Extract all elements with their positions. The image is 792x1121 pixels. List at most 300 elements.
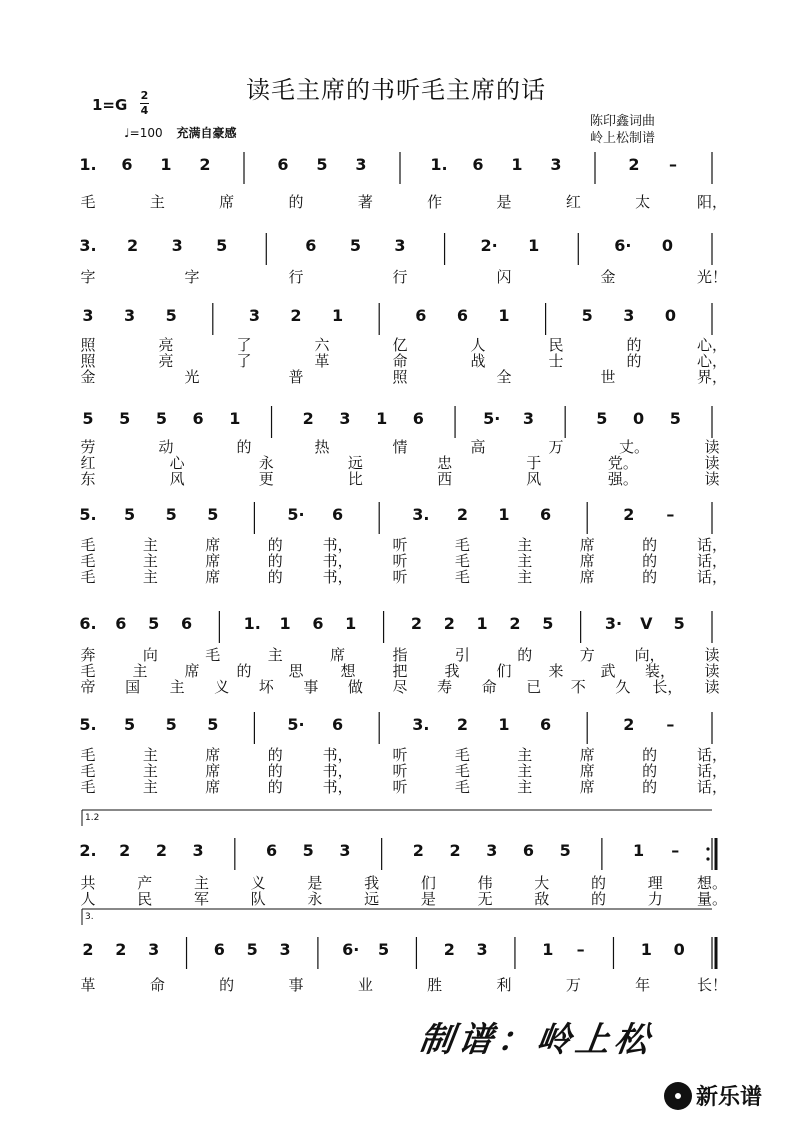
lyric-char: 指	[392, 646, 408, 664]
note: –	[576, 940, 585, 959]
lyric-char: 了	[236, 336, 252, 354]
lyric-char: 心，	[696, 336, 728, 354]
note: 6	[265, 841, 278, 860]
lyric-char: 向	[142, 646, 158, 664]
lyric-char: 装，	[644, 662, 676, 680]
lyric-char: 风	[526, 470, 542, 488]
lyric-char: 们	[420, 874, 436, 892]
note: 5.	[79, 505, 97, 524]
lyric-char: 命	[392, 352, 408, 370]
note: 3	[355, 155, 367, 174]
note: 2.	[79, 841, 97, 860]
lyric-char: 的	[642, 746, 658, 764]
lyric-char: 席	[205, 762, 221, 780]
lyric-char: 的	[591, 874, 607, 892]
note: 5	[559, 841, 571, 860]
lyric-char: 更	[258, 470, 274, 488]
lyric-char: 帝	[80, 678, 96, 696]
note: 1.	[430, 155, 448, 174]
lyric-char: 来	[548, 662, 564, 680]
lyric-char: 字	[184, 268, 200, 286]
logo-text: 新乐谱	[696, 1085, 763, 1110]
lyric-char: 我	[444, 662, 460, 680]
lyric-char: 闪	[496, 268, 512, 286]
lyric-char: 毛	[80, 746, 96, 764]
lyric-char: 席	[205, 746, 221, 764]
lyric-char: 的	[517, 646, 533, 664]
note: 5·	[483, 409, 501, 428]
note: 6	[213, 940, 225, 959]
note: 2	[628, 155, 640, 174]
note: 6	[412, 409, 424, 428]
note: 1	[476, 614, 488, 633]
lyric-char: 席	[205, 568, 221, 586]
note: 5	[378, 940, 390, 959]
lyric-char: 的	[267, 746, 283, 764]
note: 5	[302, 841, 314, 860]
note: 6	[332, 505, 344, 524]
lyric-char: 长，	[652, 678, 683, 696]
note: 2	[623, 505, 635, 524]
lyric-char: 毛	[454, 778, 470, 796]
lyric-char: 席	[184, 662, 200, 680]
note: –	[669, 155, 677, 174]
lyric-char: 的	[267, 536, 283, 554]
lyric-char: 劳	[80, 438, 96, 456]
lyric-char: 读	[704, 662, 720, 680]
note: 2	[410, 614, 422, 633]
note: 2	[199, 155, 211, 174]
lyric-char: 红	[565, 193, 581, 211]
lyric-char: 主	[267, 646, 283, 664]
lyric-char: 寿	[437, 678, 453, 696]
lyric-char: 主	[142, 778, 158, 796]
lyric-char: 毛	[454, 568, 470, 586]
note: V	[640, 614, 653, 633]
lyric-char: 书，	[322, 568, 353, 586]
note: 3	[124, 306, 136, 325]
note: 2	[82, 940, 94, 959]
lyric-char: 引	[454, 646, 470, 664]
note: 1	[498, 505, 510, 524]
expression-mark: 充满自豪感	[176, 126, 237, 140]
lyric-char: 军	[193, 890, 209, 908]
lyric-char: 书，	[322, 746, 353, 764]
note: 6	[312, 614, 324, 633]
lyric-char: 民	[548, 336, 564, 354]
lyric-char: 忠	[437, 454, 453, 472]
note: 5	[596, 409, 608, 428]
lyric-char: 胜	[427, 976, 443, 994]
note: 3	[82, 306, 94, 325]
note: 2	[302, 409, 314, 428]
lyric-char: 尽	[392, 678, 408, 696]
note: 6	[456, 306, 468, 325]
meter-bottom: 4	[140, 104, 149, 117]
lyric-char: 义	[214, 678, 230, 696]
lyric-char: 远	[347, 454, 363, 472]
lyric-char: 普	[288, 368, 304, 386]
key-signature: 1=G	[92, 96, 128, 114]
lyric-char: 事	[288, 976, 304, 994]
lyric-char: 的	[267, 778, 283, 796]
lyric-char: 席	[579, 778, 595, 796]
repeat-dot	[706, 857, 709, 860]
lyric-char: 的	[642, 762, 658, 780]
note: 1	[498, 715, 510, 734]
lyric-char: 强。	[607, 470, 638, 488]
tempo-value: ♩=100	[124, 126, 163, 140]
lyric-char: 席	[579, 536, 595, 554]
lyric-char: 读	[704, 470, 720, 488]
lyric-char: 人	[80, 890, 96, 908]
volta-number: 3.	[85, 912, 94, 922]
note: 2	[412, 841, 424, 860]
lyric-char: 亿	[392, 336, 408, 354]
notation-credit: 岭上松制谱	[590, 131, 656, 146]
note: 2	[456, 715, 468, 734]
lyric-char: 的	[626, 352, 642, 370]
note: 2·	[480, 236, 498, 255]
lyric-char: 主	[132, 662, 148, 680]
lyric-char: 读	[704, 438, 720, 456]
note: 1	[345, 614, 357, 633]
note: 5·	[287, 505, 305, 524]
note: 6	[522, 841, 535, 860]
lyric-char: 革	[314, 352, 330, 370]
lyric-char: 心	[169, 454, 185, 472]
note: 6	[332, 715, 344, 734]
lyric-char: 世	[600, 368, 616, 386]
note: 2	[155, 841, 167, 860]
note: 5	[124, 505, 136, 524]
lyric-char: 热	[314, 438, 330, 456]
lyric-char: 毛	[80, 536, 96, 554]
lyric-char: 久	[615, 678, 631, 696]
lyric-char: 事	[303, 678, 319, 696]
lyric-char: 远	[364, 890, 380, 908]
note: 6	[540, 505, 552, 524]
lyric-char: 界，	[696, 368, 728, 386]
lyric-char: 的	[642, 552, 658, 570]
note: 1	[279, 614, 291, 633]
note: 2	[115, 940, 127, 959]
lyric-char: 作	[427, 193, 443, 211]
lyric-char: 是	[420, 890, 436, 908]
signature: 制谱：岭上松	[416, 1020, 657, 1060]
lyric-char: 已	[526, 678, 542, 696]
note: 2	[127, 236, 139, 255]
note: 5	[349, 236, 361, 255]
lyric-char: 书，	[322, 536, 353, 554]
note: 6	[540, 715, 552, 734]
note: 2	[456, 505, 468, 524]
lyric-char: 主	[193, 874, 209, 892]
note: 0	[673, 940, 685, 959]
note: 2	[623, 715, 635, 734]
note: 3	[623, 306, 635, 325]
lyric-char: 话，	[696, 762, 728, 780]
note: 6·	[342, 940, 360, 959]
note: 3	[476, 940, 488, 959]
note: 3.	[412, 715, 430, 734]
lyric-char: 字	[80, 268, 96, 286]
lyric-char: 光！	[696, 268, 728, 286]
lyric-char: 不	[570, 678, 586, 696]
lyric-char: 队	[250, 890, 266, 908]
lyric-char: 党。	[607, 454, 638, 472]
note: 6	[121, 155, 133, 174]
lyric-char: 利	[496, 976, 512, 994]
vinyl-disc-icon	[664, 1082, 692, 1110]
note: 2	[443, 940, 455, 959]
lyric-char: 方	[579, 646, 595, 664]
lyric-char: 的	[267, 568, 283, 586]
note: 2	[443, 614, 455, 633]
lyric-char: 书，	[322, 552, 353, 570]
volta-number: 1.2	[85, 813, 100, 823]
lyric-char: 照	[392, 368, 408, 386]
note: 5	[82, 409, 94, 428]
note: 5	[165, 715, 177, 734]
note: 5	[207, 505, 219, 524]
lyric-char: 行	[288, 268, 304, 286]
lyric-char: 书，	[322, 778, 353, 796]
lyric-char: 的	[288, 193, 304, 211]
lyric-char: 全	[496, 368, 512, 386]
lyric-char: 著	[357, 193, 373, 211]
lyric-char: 风	[169, 470, 185, 488]
note: 1	[633, 841, 645, 860]
note: 3	[192, 841, 204, 860]
note: 5	[542, 614, 554, 633]
lyric-char: 主	[517, 778, 533, 796]
lyric-char: 席	[579, 552, 595, 570]
lyric-char: 主	[517, 568, 533, 586]
note: 2	[509, 614, 521, 633]
lyric-char: 想	[340, 662, 356, 680]
lyric-char: 心，	[696, 352, 728, 370]
lyric-char: 革	[80, 976, 96, 994]
note: 1	[229, 409, 241, 428]
lyric-char: 业	[357, 976, 373, 994]
lyric-char: 主	[517, 762, 533, 780]
lyric-char: 永	[307, 890, 323, 908]
note: –	[666, 715, 675, 734]
lyric-char: 伟	[477, 874, 493, 892]
note: 1.	[243, 614, 261, 633]
repeat-dot	[706, 847, 709, 850]
lyric-char: 战	[470, 352, 486, 370]
lyric-char: 高	[470, 438, 486, 456]
note: 3	[248, 306, 260, 325]
note: 6	[192, 409, 204, 428]
lyric-char: 丈。	[618, 438, 650, 456]
note: 3.	[79, 236, 97, 255]
lyric-char: 席	[219, 193, 235, 211]
note: 5	[155, 409, 167, 428]
lyric-char: 情	[392, 438, 408, 456]
lyric-char: 毛	[454, 552, 470, 570]
note: 3	[486, 841, 498, 860]
lyric-char: 主	[517, 552, 533, 570]
note: 3	[339, 409, 351, 428]
note: 3	[522, 409, 535, 428]
lyric-char: 毛	[80, 662, 96, 680]
lyric-char: 命	[481, 678, 497, 696]
note: 6.	[79, 614, 97, 633]
note: 2	[119, 841, 131, 860]
lyric-char: 话，	[696, 778, 728, 796]
lyric-char: 毛	[454, 762, 470, 780]
lyric-char: 们	[496, 662, 512, 680]
note: 0	[664, 306, 676, 325]
note: 6	[115, 614, 127, 633]
lyric-char: 量。	[696, 890, 728, 908]
note: 1	[542, 940, 554, 959]
note: 5	[207, 715, 219, 734]
lyric-char: 毛	[205, 646, 221, 664]
note: 2	[449, 841, 461, 860]
lyric-char: 主	[169, 678, 185, 696]
note: 3	[279, 940, 291, 959]
lyric-char: 产	[137, 874, 153, 892]
lyric-char: 读	[704, 454, 720, 472]
lyric-char: 席	[205, 536, 221, 554]
lyric-char: 听	[392, 746, 408, 764]
lyric-char: 话，	[696, 552, 728, 570]
note: –	[666, 505, 675, 524]
lyric-char: 思	[288, 662, 304, 680]
lyric-char: 席	[205, 778, 221, 796]
lyric-char: 毛	[80, 193, 96, 211]
note: –	[671, 841, 680, 860]
note: 1	[511, 155, 523, 174]
lyric-char: 士	[548, 352, 564, 370]
lyric-char: 席	[579, 762, 595, 780]
lyric-char: 的	[591, 890, 607, 908]
lyric-char: 金	[80, 368, 96, 386]
lyric-char: 读	[704, 678, 720, 696]
note: 0	[633, 409, 645, 428]
note: 1	[332, 306, 344, 325]
lyric-char: 坏	[258, 678, 274, 696]
lyric-char: 人	[470, 336, 486, 354]
lyric-char: 是	[496, 193, 512, 211]
lyric-char: 主	[149, 193, 165, 211]
lyric-char: 的	[219, 976, 235, 994]
lyric-char: 毛	[80, 778, 96, 796]
song-title: 读毛主席的书听毛主席的话	[246, 76, 546, 104]
lyric-char: 听	[392, 778, 408, 796]
note: 5	[216, 236, 228, 255]
lyric-char: 阳，	[696, 193, 728, 211]
note: 1	[376, 409, 388, 428]
lyric-char: 听	[392, 762, 408, 780]
lyric-char: 的	[642, 536, 658, 554]
note: 3·	[604, 614, 623, 633]
lyric-char: 做	[347, 678, 363, 696]
note: 5	[316, 155, 328, 174]
lyric-char: 的	[626, 336, 642, 354]
lyric-char: 席	[205, 552, 221, 570]
lyric-char: 毛	[454, 746, 470, 764]
lyric-char: 义	[250, 874, 266, 892]
lyric-char: 光	[184, 368, 200, 386]
note: 1	[640, 940, 652, 959]
note: 5	[669, 409, 681, 428]
lyric-char: 的	[267, 762, 283, 780]
lyric-char: 主	[142, 746, 158, 764]
note: 5	[673, 614, 685, 633]
lyric-char: 听	[392, 568, 408, 586]
lyric-char: 照	[80, 336, 96, 354]
lyric-char: 万	[548, 438, 564, 456]
lyric-char: 大	[534, 874, 550, 892]
lyric-char: 席	[579, 568, 595, 586]
lyric-char: 红	[80, 454, 96, 472]
note: 6	[277, 155, 289, 174]
lyric-char: 是	[307, 874, 323, 892]
lyric-char: 年	[635, 976, 651, 994]
note: 5	[581, 306, 593, 325]
lyric-char: 毛	[80, 568, 96, 586]
note: 3.	[412, 505, 430, 524]
note: 6	[415, 306, 427, 325]
note: 5	[246, 940, 258, 959]
lyric-char: 的	[236, 662, 252, 680]
note: 5	[124, 715, 136, 734]
note: 5	[119, 409, 131, 428]
lyric-char: 奔	[80, 646, 96, 664]
composer-credit: 陈印鑫词曲	[590, 114, 656, 129]
note: 5.	[79, 715, 97, 734]
lyric-char: 毛	[454, 536, 470, 554]
lyric-char: 主	[142, 568, 158, 586]
lyric-char: 席	[330, 646, 346, 664]
lyric-char: 金	[600, 268, 616, 286]
lyric-char: 于	[526, 454, 542, 472]
lyric-char: 主	[142, 552, 158, 570]
lyric-char: 行	[392, 268, 408, 286]
lyric-char: 长！	[696, 976, 728, 994]
lyric-char: 毛	[80, 762, 96, 780]
note: 5	[165, 505, 177, 524]
lyric-char: 读	[704, 646, 720, 664]
lyric-char: 西	[437, 470, 453, 488]
note: 0	[661, 236, 673, 255]
lyric-char: 想。	[696, 874, 728, 892]
lyric-char: 六	[314, 336, 330, 354]
note: 5·	[287, 715, 305, 734]
lyric-char: 话，	[696, 536, 728, 554]
note: 5	[148, 614, 160, 633]
lyric-char: 的	[642, 778, 658, 796]
note: 6	[180, 614, 193, 633]
lyric-char: 的	[236, 438, 252, 456]
lyric-char: 民	[137, 890, 153, 908]
lyric-char: 亮	[158, 352, 174, 370]
lyric-char: 永	[258, 454, 274, 472]
note: 6	[472, 155, 484, 174]
note: 6·	[614, 236, 632, 255]
lyric-char: 主	[142, 536, 158, 554]
lyric-char: 话，	[696, 746, 728, 764]
lyric-char: 听	[392, 536, 408, 554]
lyric-char: 动	[158, 438, 174, 456]
note: 3	[339, 841, 351, 860]
lyric-char: 万	[565, 976, 581, 994]
